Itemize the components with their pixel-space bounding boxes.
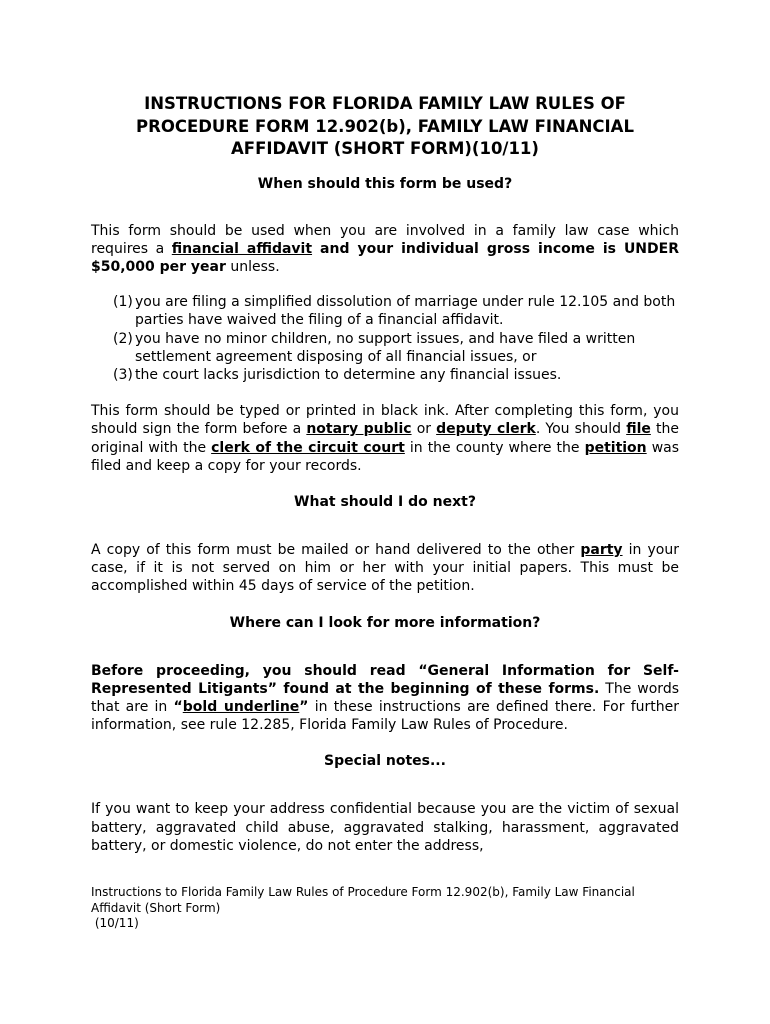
paragraph-next <box>91 541 679 596</box>
list-item <box>91 366 679 384</box>
text-run: in these instructions are defined there. For further information, see rule 12.285, Florida Family Law Rules of Procedure. <box>91 698 680 734</box>
list-item-text: the court lacks jurisdiction to determine any financial issues. <box>135 366 562 383</box>
text-run: or <box>411 421 437 438</box>
section-heading-info: Where can I look for more information? <box>229 614 541 631</box>
page-footer <box>91 885 691 932</box>
text-run: the original with the <box>91 421 679 456</box>
exceptions-list <box>91 293 679 384</box>
term-clerk-of-circuit-court: clerk of the circuit court <box>211 439 405 456</box>
term-party: party <box>580 541 623 558</box>
text-run: in the county where the <box>404 439 585 456</box>
text-run: was filed and keep a copy for your records. <box>91 439 680 474</box>
text-run: . You should <box>535 421 627 438</box>
list-item-number: (2) <box>113 330 133 347</box>
list-item-number: (3) <box>113 366 133 383</box>
paragraph-info <box>91 662 679 735</box>
general-information-text: Before proceeding, you should read “General Information for Self-Represented Litigants” found at the beginning of these forms. <box>91 662 679 697</box>
section-heading-next: What should I do next? <box>294 493 476 510</box>
text-run: This form should be typed or printed in black ink. After completing this form, you should sign the form before a <box>91 403 679 438</box>
term-notary-public: notary public <box>306 421 412 438</box>
section-heading-special: Special notes... <box>324 753 446 770</box>
document-page <box>91 93 679 855</box>
list-item-number: (1) <box>113 294 133 311</box>
page-title: INSTRUCTIONS FOR FLORIDA FAMILY LAW RULES OF PROCEDURE FORM 12.902(b), FAMILY LAW FINANCIAL AFFIDAVIT (SHORT FORM)(10/11) <box>136 94 634 158</box>
paragraph-filing <box>91 402 679 475</box>
close-quote: ” <box>299 698 309 715</box>
list-item <box>91 330 679 366</box>
list-item-text: you have no minor children, no support issues, and have filed a written settlement agreement disposing of all financial issues, or <box>135 330 636 365</box>
income-condition-text: and your individual gross income is UNDER $50,000 per year <box>91 240 679 275</box>
list-item-text: you are filing a simplified dissolution of marriage under rule 12.105 and both parties have waived the filing of a financial affidavit. <box>135 294 676 329</box>
term-petition: petition <box>584 439 647 456</box>
text-run: This form should be used when you are involved in a family law case which requires a <box>91 222 679 257</box>
footer-line: (10/11) <box>91 916 139 930</box>
open-quote: “ <box>173 698 183 715</box>
text-run: unless. <box>225 258 280 275</box>
text-run: A copy of this form must be mailed or hand delivered to the other <box>91 541 581 558</box>
list-item <box>91 293 679 329</box>
text-run: The words that are in <box>91 680 680 715</box>
footer-line: Instructions to Florida Family Law Rules of Procedure Form 12.902(b), Family Law Financial <box>91 885 635 899</box>
text-run: in your case, if it is not served on him or her with your initial papers. This must be accomplished within 45 days of service of the petition. <box>91 541 679 595</box>
term-deputy-clerk: deputy clerk <box>436 421 536 438</box>
section-heading-when: When should this form be used? <box>257 175 513 192</box>
term-file: file <box>626 421 651 438</box>
footer-line: Affidavit (Short Form) <box>91 900 221 915</box>
paragraph-usage <box>91 222 679 277</box>
paragraph-special-notes: If you want to keep your address confidential because you are the victim of sexual battery, aggravated child abuse, aggravated stalking, harassment, aggravated battery, or domestic violence, do not enter the address, <box>91 801 679 854</box>
term-financial-affidavit: financial affidavit <box>171 240 313 257</box>
term-bold-underline: bold underline <box>182 698 300 715</box>
